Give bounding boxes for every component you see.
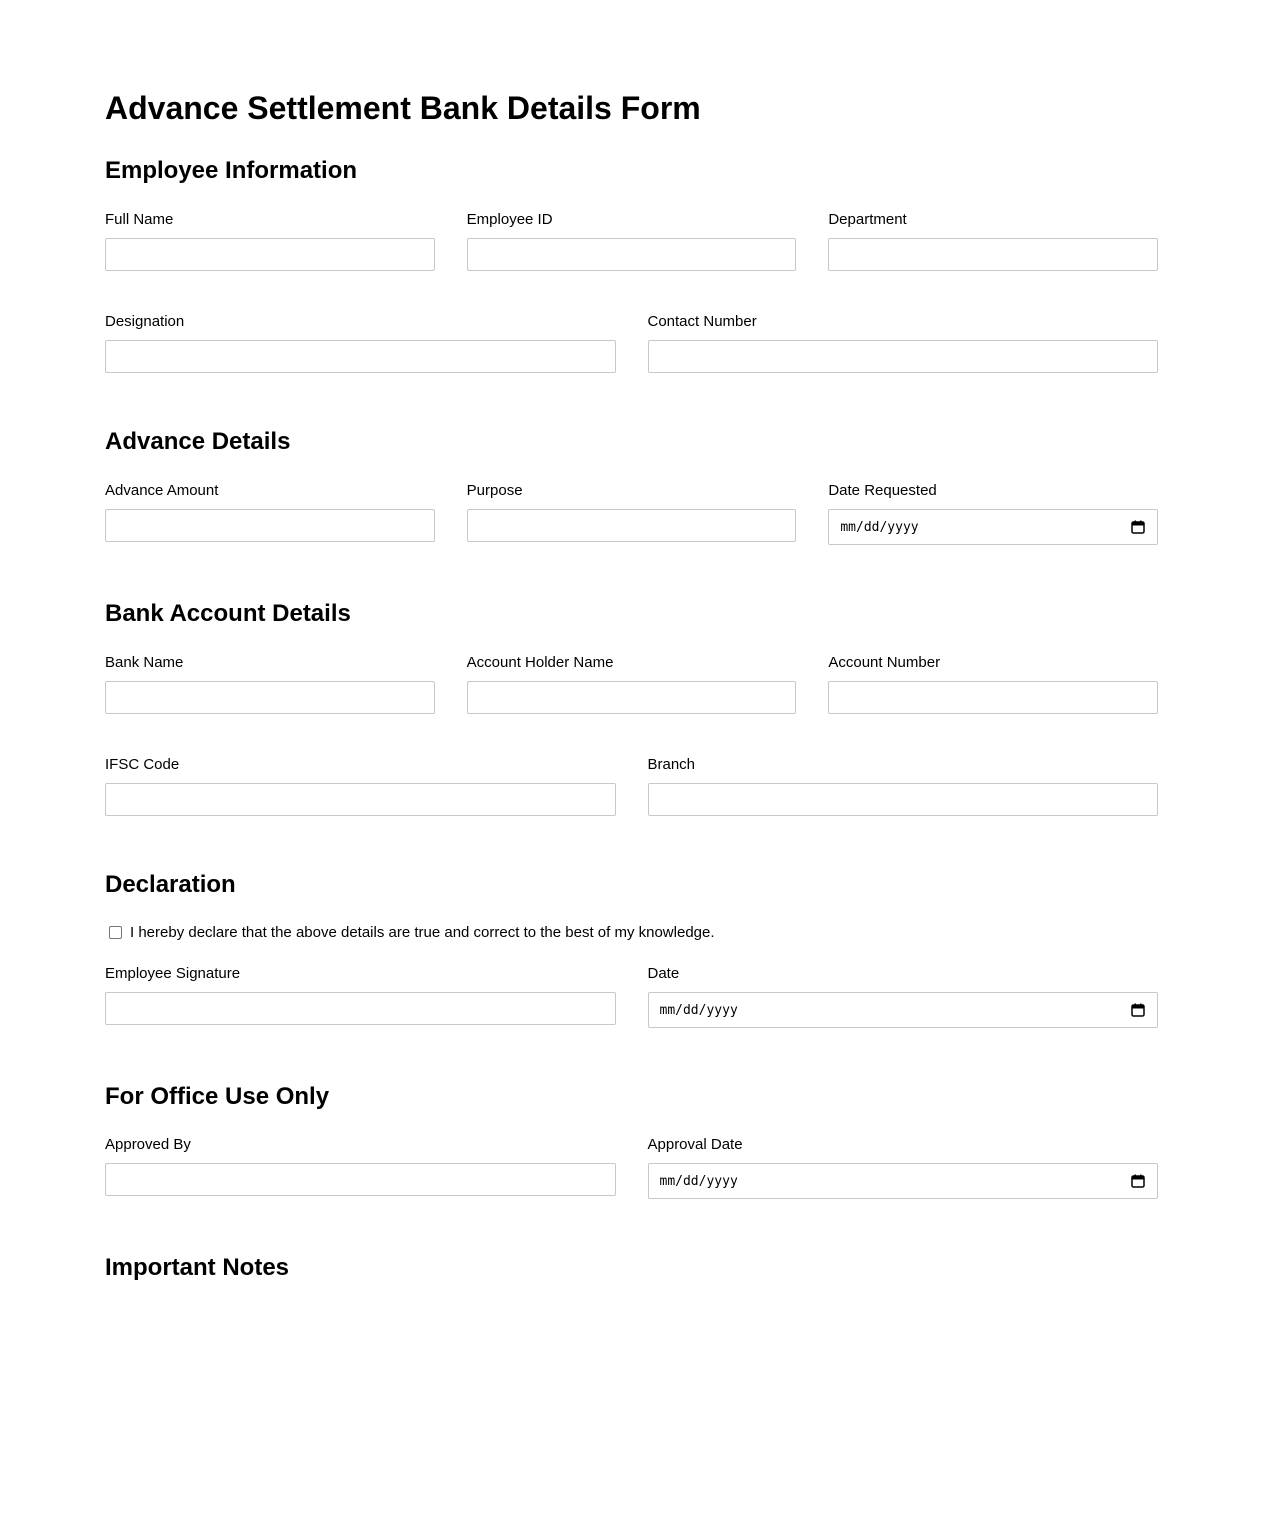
department-input[interactable] (828, 238, 1158, 271)
calendar-icon[interactable] (1131, 520, 1145, 534)
employee-row-2 (105, 313, 1158, 373)
section-title-declaration: Declaration (105, 871, 236, 898)
approval-date-input[interactable] (648, 1163, 1159, 1199)
contact-number-label: Contact Number (647, 313, 757, 330)
designation-input[interactable] (105, 340, 616, 373)
account-holder-name-field (467, 654, 797, 714)
bank-row-2 (105, 756, 1158, 816)
declaration-date-input[interactable] (648, 992, 1159, 1028)
declaration-checkbox[interactable] (109, 926, 122, 939)
bank-name-field (105, 654, 435, 714)
ifsc-code-field (105, 756, 616, 816)
advance-amount-label: Advance Amount (105, 482, 219, 499)
full-name-input[interactable] (105, 238, 435, 271)
approval-date-label: Approval Date (647, 1136, 743, 1153)
advance-amount-field (105, 482, 435, 545)
section-title-advance-details: Advance Details (105, 428, 291, 455)
approval-date-field (648, 1136, 1159, 1199)
date-requested-label: Date Requested (828, 482, 937, 499)
section-title-employee-information: Employee Information (105, 157, 358, 184)
designation-field (105, 313, 616, 373)
employee-signature-input[interactable] (105, 992, 616, 1025)
calendar-icon[interactable] (1131, 1003, 1145, 1017)
ifsc-code-input[interactable] (105, 783, 616, 816)
section-title-office-use: For Office Use Only (105, 1083, 330, 1110)
branch-input[interactable] (648, 783, 1159, 816)
purpose-input[interactable] (467, 509, 797, 542)
form-title: Advance Settlement Bank Details Form (105, 90, 701, 126)
designation-label: Designation (105, 313, 185, 330)
approved-by-input[interactable] (105, 1163, 616, 1196)
account-number-label: Account Number (828, 654, 941, 671)
section-title-important-notes: Important Notes (105, 1254, 290, 1281)
account-number-input[interactable] (828, 681, 1158, 714)
bank-name-input[interactable] (105, 681, 435, 714)
branch-field (648, 756, 1159, 816)
declaration-date-label: Date (647, 965, 680, 982)
account-holder-name-input[interactable] (467, 681, 797, 714)
employee-signature-label: Employee Signature (105, 965, 241, 982)
declaration-date-placeholder: mm/dd/yyyy (659, 1002, 738, 1018)
account-number-field (828, 654, 1158, 714)
office-row (105, 1136, 1158, 1199)
declaration-row (105, 924, 715, 941)
employee-id-field (467, 211, 797, 271)
contact-number-input[interactable] (648, 340, 1159, 373)
bank-row-1 (105, 654, 1158, 714)
purpose-field (467, 482, 797, 545)
department-field (828, 211, 1158, 271)
advance-row (105, 482, 1158, 545)
department-label: Department (828, 211, 907, 228)
calendar-icon[interactable] (1131, 1174, 1145, 1188)
declaration-date-field (648, 965, 1159, 1028)
date-requested-placeholder: mm/dd/yyyy (840, 519, 919, 535)
date-requested-input[interactable] (828, 509, 1158, 545)
date-requested-field (828, 482, 1158, 545)
account-holder-name-label: Account Holder Name (466, 654, 614, 671)
full-name-label: Full Name (105, 211, 174, 228)
approved-by-label: Approved By (105, 1136, 191, 1153)
ifsc-code-label: IFSC Code (105, 756, 180, 773)
bank-name-label: Bank Name (105, 654, 184, 671)
advance-amount-input[interactable] (105, 509, 435, 542)
employee-signature-field (105, 965, 616, 1028)
contact-number-field (648, 313, 1159, 373)
section-title-bank-account-details: Bank Account Details (105, 600, 351, 627)
branch-label: Branch (647, 756, 696, 773)
approval-date-placeholder: mm/dd/yyyy (659, 1173, 738, 1189)
approved-by-field (105, 1136, 616, 1199)
employee-id-label: Employee ID (466, 211, 553, 228)
employee-id-input[interactable] (467, 238, 797, 271)
full-name-field (105, 211, 435, 271)
declaration-row-fields (105, 965, 1158, 1028)
employee-row-1 (105, 211, 1158, 271)
purpose-label: Purpose (466, 482, 523, 499)
declaration-text: I hereby declare that the above details are true and correct to the best of my knowledge. (130, 924, 715, 941)
